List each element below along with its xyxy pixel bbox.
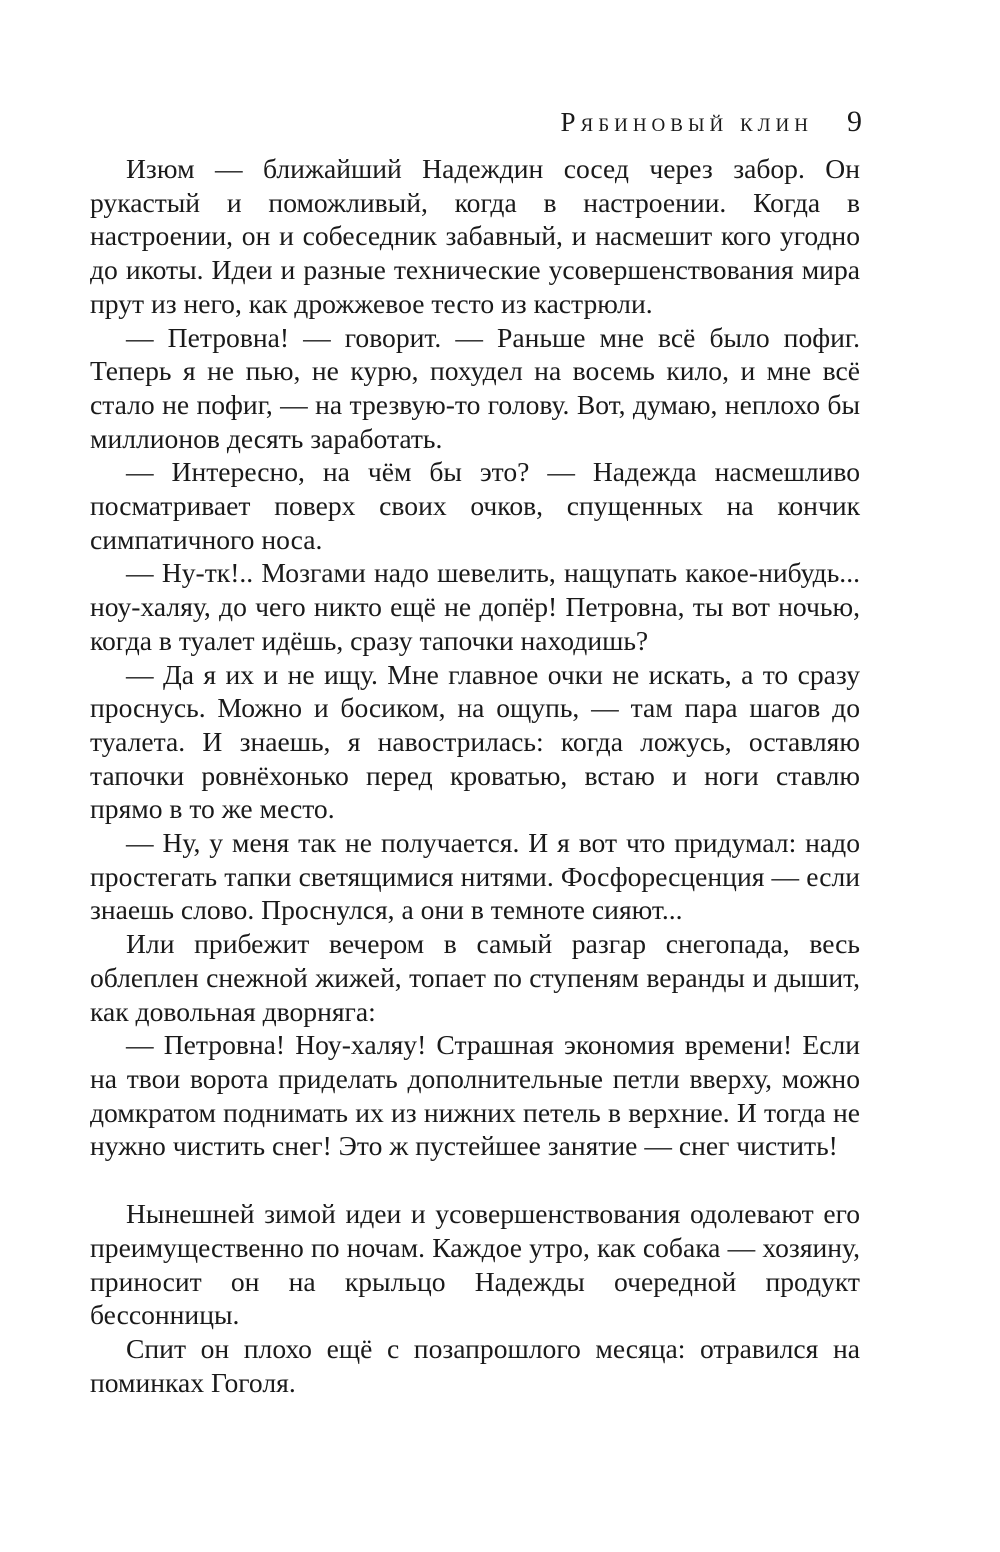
paragraph: — Да я их и не ищу. Мне главное очки не искать, а то сразу проснусь. Можно и босиком, на ощупь, — там пара шагов до туалета. И знаешь, я навострилась: когда ложусь, оставляю тапочки ровнёхонько перед кроватью, встаю и ноги ставлю прямо в то же место. [90,658,860,825]
paragraph: — Петровна! — говорит. — Раньше мне всё было пофиг. Теперь я не пью, не курю, похудел на восемь кило, и мне всё стало не пофиг, — на трезвую-то голову. Вот, думаю, неплохо бы миллионов десять заработать. [90,321,860,454]
paragraph: — Петровна! Ноу-халяу! Страшная экономия времени! Если на твои ворота приделать дополнительные петли вверху, можно домкратом поднимать их из нижних петель в верхние. И тогда не нужно чистить снег! Это ж пустейшее занятие — снег чистить! [90,1029,860,1162]
paragraph: — Ну, у меня так не получается. И я вот что придумал: надо простегать тапки светящимися нитями. Фосфоресценция — если знаешь слово. Проснулся, а они в темноте сияют... [90,827,860,926]
page-number: 9 [847,105,862,138]
paragraph: Спит он плохо ещё с позапрошлого месяца: отравился на поминках Гоголя. [90,1332,860,1398]
paragraph: Изюм — ближайший Надеждин сосед через забор. Он рукастый и поможливый, когда в настроении. Когда в настроении, он и собеседник забавный, и насмешит кого угодно до икоты. Идеи и разные технические усовершенствования мира прут из него, как дрожжевое тесто из кастрюли. [90,153,860,319]
paragraph: Или прибежит вечером в самый разгар снегопада, весь облеплен снежной жижей, топает по ступеням веранды и дышит, как довольная дворняга: [90,928,860,1027]
paragraph: Нынешней зимой идеи и усовершенствования одолевают его преимущественно по ночам. Каждое утро, как собака — хозяину, приносит он на крыльцо Надежды очередной продукт бессонницы. [90,1198,860,1331]
paragraph: — Интересно, на чём бы это? — Надежда насмешливо посматривает поверх своих очков, спущенных на кончик симпатичного носа. [90,456,860,555]
running-head [561,104,862,140]
body-text [90,152,860,1399]
paragraph: — Ну-тк!.. Мозгами надо шевелить, нащупать какое-нибудь... ноу-халяу, до чего никто ещё не допёр! Петровна, ты вот ночью, когда в туалет идёшь, сразу тапочки находишь? [90,557,860,656]
running-title: Рябиновый клин [560,107,813,137]
